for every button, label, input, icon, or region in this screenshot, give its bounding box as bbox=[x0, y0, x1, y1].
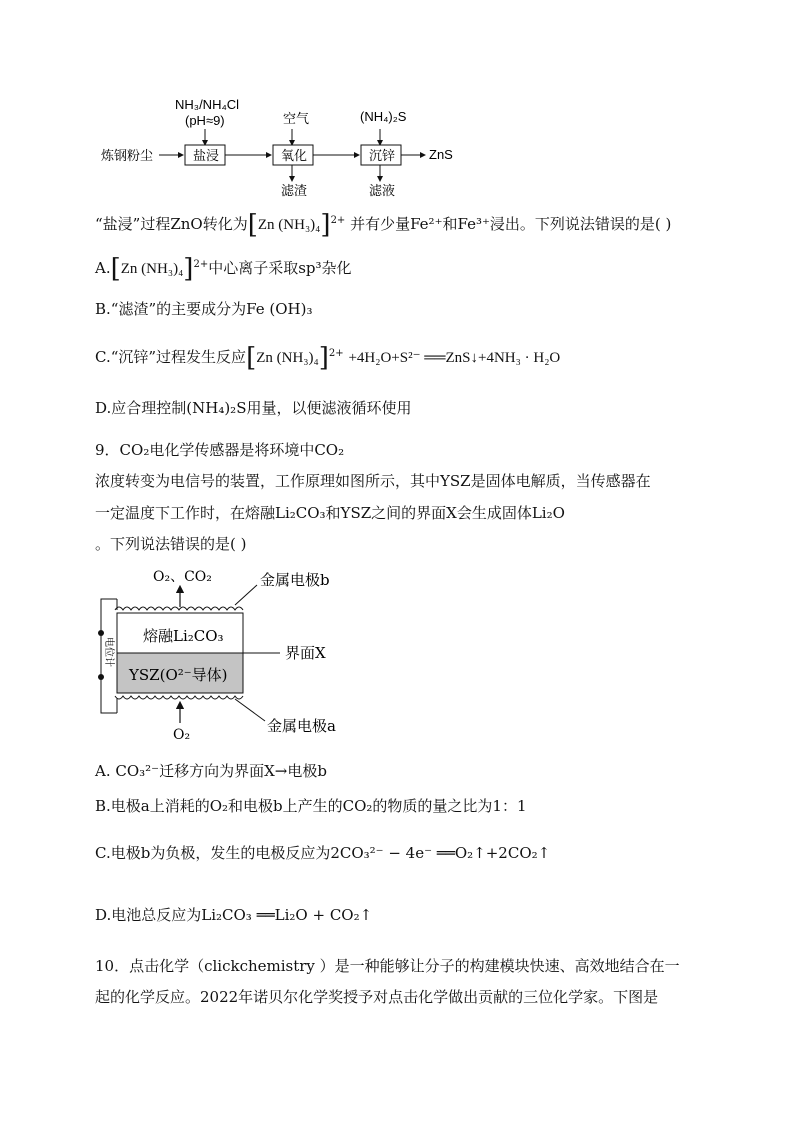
meter-terminal-bottom bbox=[98, 674, 104, 680]
q9-option-d: D.电池总反应为Li₂CO₃ ══Li₂O + CO₂↑ bbox=[95, 906, 373, 924]
option-a-label: A. bbox=[95, 259, 111, 277]
q10-line-1: 10．点击化学（clickchemistry ）是一种能够让分子的构建模块快速、高效地结合在一 bbox=[95, 957, 680, 975]
air-label: 空气 bbox=[283, 112, 310, 127]
electrode-a-label: 金属电极a bbox=[267, 717, 336, 735]
option-a-text: 中心离子采取sp³杂化 bbox=[208, 259, 352, 277]
process-flow-diagram bbox=[95, 95, 495, 205]
electrode-a-wavy bbox=[115, 696, 243, 699]
meter-terminal-top bbox=[98, 630, 104, 636]
q9-option-b: B.电极a上消耗的O₂和电极b上产生的CO₂的物质的量之比为1：1 bbox=[95, 797, 527, 815]
q9-option-a: A. CO₃²⁻迁移方向为界面X→电极b bbox=[95, 762, 327, 780]
complex-charge: 2+ bbox=[328, 348, 344, 359]
complex-charge: 2+ bbox=[330, 215, 346, 226]
q9-option-c: C.电极b为负极，发生的电极反应为2CO₃²⁻ − 4e⁻ ══O₂↑+2CO₂↑ bbox=[95, 844, 551, 862]
q9-line-3: 一定温度下工作时，在熔融Li₂CO₃和YSZ之间的界面X会生成固体Li₂O bbox=[95, 504, 565, 522]
complex-formula: Zn (NH₃)₄ bbox=[257, 217, 321, 233]
bracket-close: ] bbox=[183, 254, 194, 284]
top-gas-label: O₂、CO₂ bbox=[153, 569, 212, 585]
step-label-3: 沉锌 bbox=[369, 149, 396, 164]
q8-option-b: B.“滤渣”的主要成分为Fe (OH)₃ bbox=[95, 300, 313, 318]
complex-formula: Zn (NH₃)₄ bbox=[256, 350, 319, 366]
interface-label: 界面X bbox=[285, 644, 326, 662]
option-c-equation: +4H₂O+S²⁻ ══ZnS↓+4NH₃ · H₂O bbox=[348, 350, 561, 366]
bracket-open: [ bbox=[246, 343, 257, 373]
bracket-open: [ bbox=[110, 254, 121, 284]
complex-formula: Zn (NH₃)₄ bbox=[120, 261, 184, 277]
q8-stem bbox=[95, 210, 694, 240]
bottom-gas-label: O₂ bbox=[173, 727, 191, 743]
q9-line-2: 浓度转变为电信号的装置，工作原理如图所示，其中YSZ是固体电解质，当传感器在 bbox=[95, 472, 651, 490]
reagent-label-1: NH₃/NH₄Cl bbox=[175, 97, 240, 112]
ysz-label: YSZ(O²⁻导体) bbox=[129, 666, 228, 684]
step-label-2: 氧化 bbox=[281, 149, 308, 164]
bracket-open: [ bbox=[247, 210, 258, 240]
electrode-b-label: 金属电极b bbox=[260, 571, 330, 589]
reagent-label-2: (pH≈9) bbox=[185, 113, 225, 128]
molten-label: 熔融Li₂CO₃ bbox=[143, 627, 224, 645]
meter-label: 电位计 bbox=[103, 637, 114, 667]
electrode-b-wavy bbox=[115, 607, 243, 610]
q9-line-1: 9．CO₂电化学传感器是将环境中CO₂ bbox=[95, 441, 345, 459]
q10-line-2: 起的化学反应。2022年诺贝尔化学奖授予对点击化学做出贡献的三位化学家。下图是 bbox=[95, 988, 659, 1006]
product-label: ZnS bbox=[429, 147, 453, 162]
precipitant-label: (NH₄)₂S bbox=[360, 109, 407, 124]
q8-stem-end: 并有少量Fe²⁺和Fe³⁺浸出。下列说法错误的是( ) bbox=[350, 215, 672, 233]
filtrate-label: 滤液 bbox=[369, 184, 396, 199]
q8-option-d: D.应合理控制(NH₄)₂S用量，以便滤液循环使用 bbox=[95, 399, 412, 417]
sensor-diagram bbox=[95, 565, 395, 745]
bracket-close: ] bbox=[320, 210, 331, 240]
q9-line-4: 。下列说法错误的是( ) bbox=[95, 535, 247, 553]
residue-label: 滤渣 bbox=[281, 184, 308, 199]
step-label-1: 盐浸 bbox=[193, 149, 220, 164]
raw-material-label: 炼钢粉尘 bbox=[101, 149, 154, 164]
q8-stem-start: “盐浸”过程ZnO转化为 bbox=[95, 215, 248, 233]
q8-option-a bbox=[95, 254, 694, 284]
q8-option-c bbox=[95, 343, 694, 373]
complex-charge: 2+ bbox=[193, 259, 209, 270]
bracket-close: ] bbox=[318, 343, 329, 373]
option-c-label: C.“沉锌”过程发生反应 bbox=[95, 348, 247, 366]
